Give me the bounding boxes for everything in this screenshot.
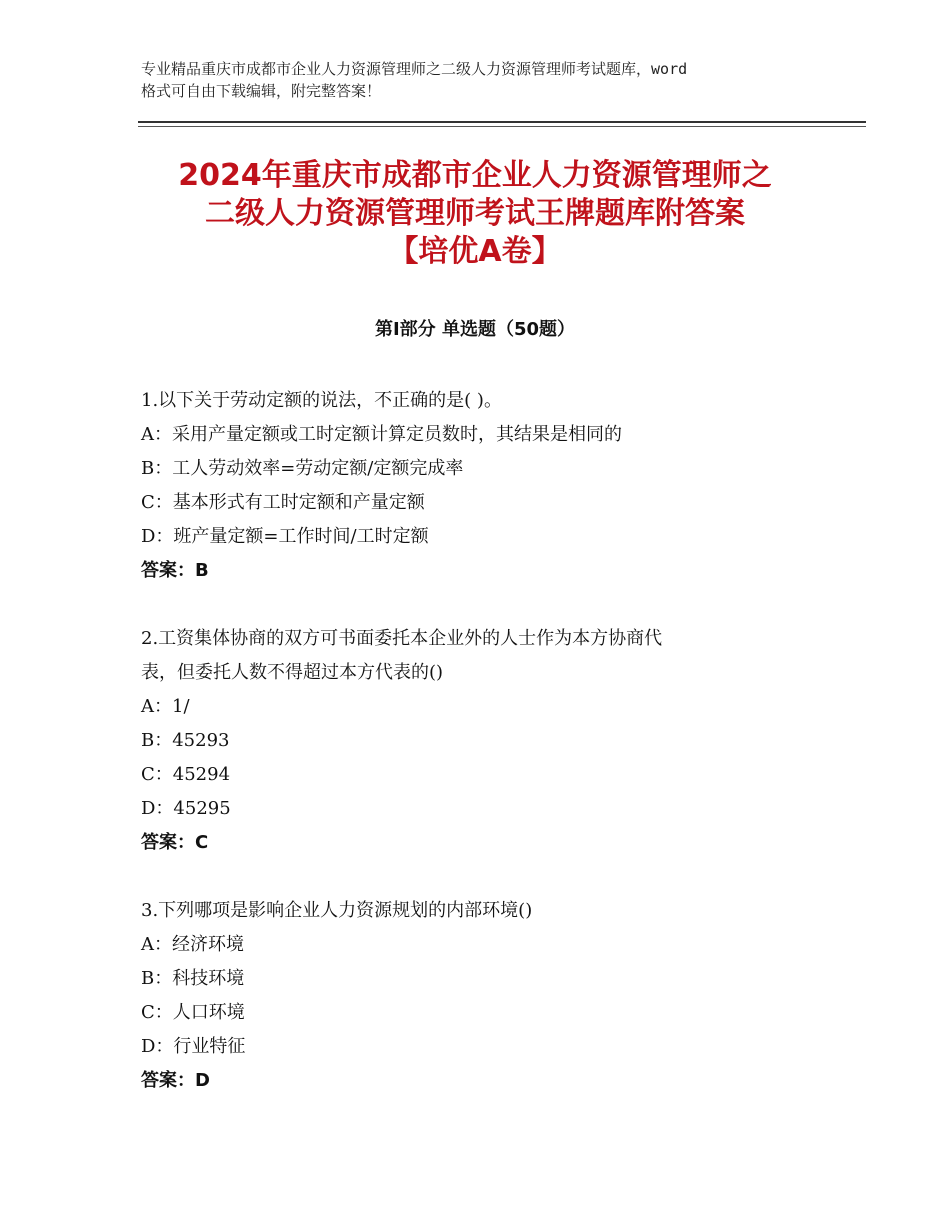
question-stem: 1.以下关于劳动定额的说法，不正确的是( )。 — [141, 390, 502, 411]
header-note-line-2: 格式可自由下载编辑，附完整答案！ — [141, 82, 382, 100]
option-c: C：人口环境 — [141, 1002, 245, 1023]
title-line-2: 二级人力资源管理师考试王牌题库附答案 — [205, 196, 745, 231]
answer: 答案：D — [141, 1070, 210, 1091]
title-line-1: 2024年重庆市成都市企业人力资源管理师之 — [178, 158, 772, 193]
question-stem-continued: 表，但委托人数不得超过本方代表的() — [141, 662, 444, 683]
option-a: A：经济环境 — [141, 934, 244, 955]
answer: 答案：C — [141, 832, 209, 853]
header-note-line-1: 专业精品重庆市成都市企业人力资源管理师之二级人力资源管理师考试题库，word — [141, 60, 688, 78]
header-rule-thick — [138, 121, 866, 123]
question-3 — [141, 894, 821, 1098]
option-b: B：科技环境 — [141, 968, 245, 989]
option-c: C：基本形式有工时定额和产量定额 — [141, 492, 425, 513]
answer: 答案：B — [141, 560, 209, 581]
question-list — [141, 384, 821, 1132]
option-c: C：45294 — [141, 764, 231, 785]
question-stem: 3.下列哪项是影响企业人力资源规划的内部环境() — [141, 900, 533, 921]
header-note — [141, 58, 841, 102]
option-a: A：1/ — [141, 696, 190, 717]
option-d: D：行业特征 — [141, 1036, 246, 1057]
question-1 — [141, 384, 821, 588]
option-a: A：采用产量定额或工时定额计算定员数时，其结果是相同的 — [141, 424, 622, 445]
question-2 — [141, 622, 821, 860]
title-line-3: 【培优A卷】 — [388, 234, 562, 269]
section-title: 第Ⅰ部分 单选题（50题） — [374, 319, 575, 340]
option-d: D：班产量定额=工作时间/工时定额 — [141, 526, 429, 547]
question-stem: 2.工资集体协商的双方可书面委托本企业外的人士作为本方协商代 — [141, 628, 663, 649]
option-d: D：45295 — [141, 798, 231, 819]
option-b: B：45293 — [141, 730, 230, 751]
header-rule-thin — [138, 126, 866, 127]
document-title — [110, 157, 840, 271]
option-b: B：工人劳动效率=劳动定额/定额完成率 — [141, 458, 464, 479]
